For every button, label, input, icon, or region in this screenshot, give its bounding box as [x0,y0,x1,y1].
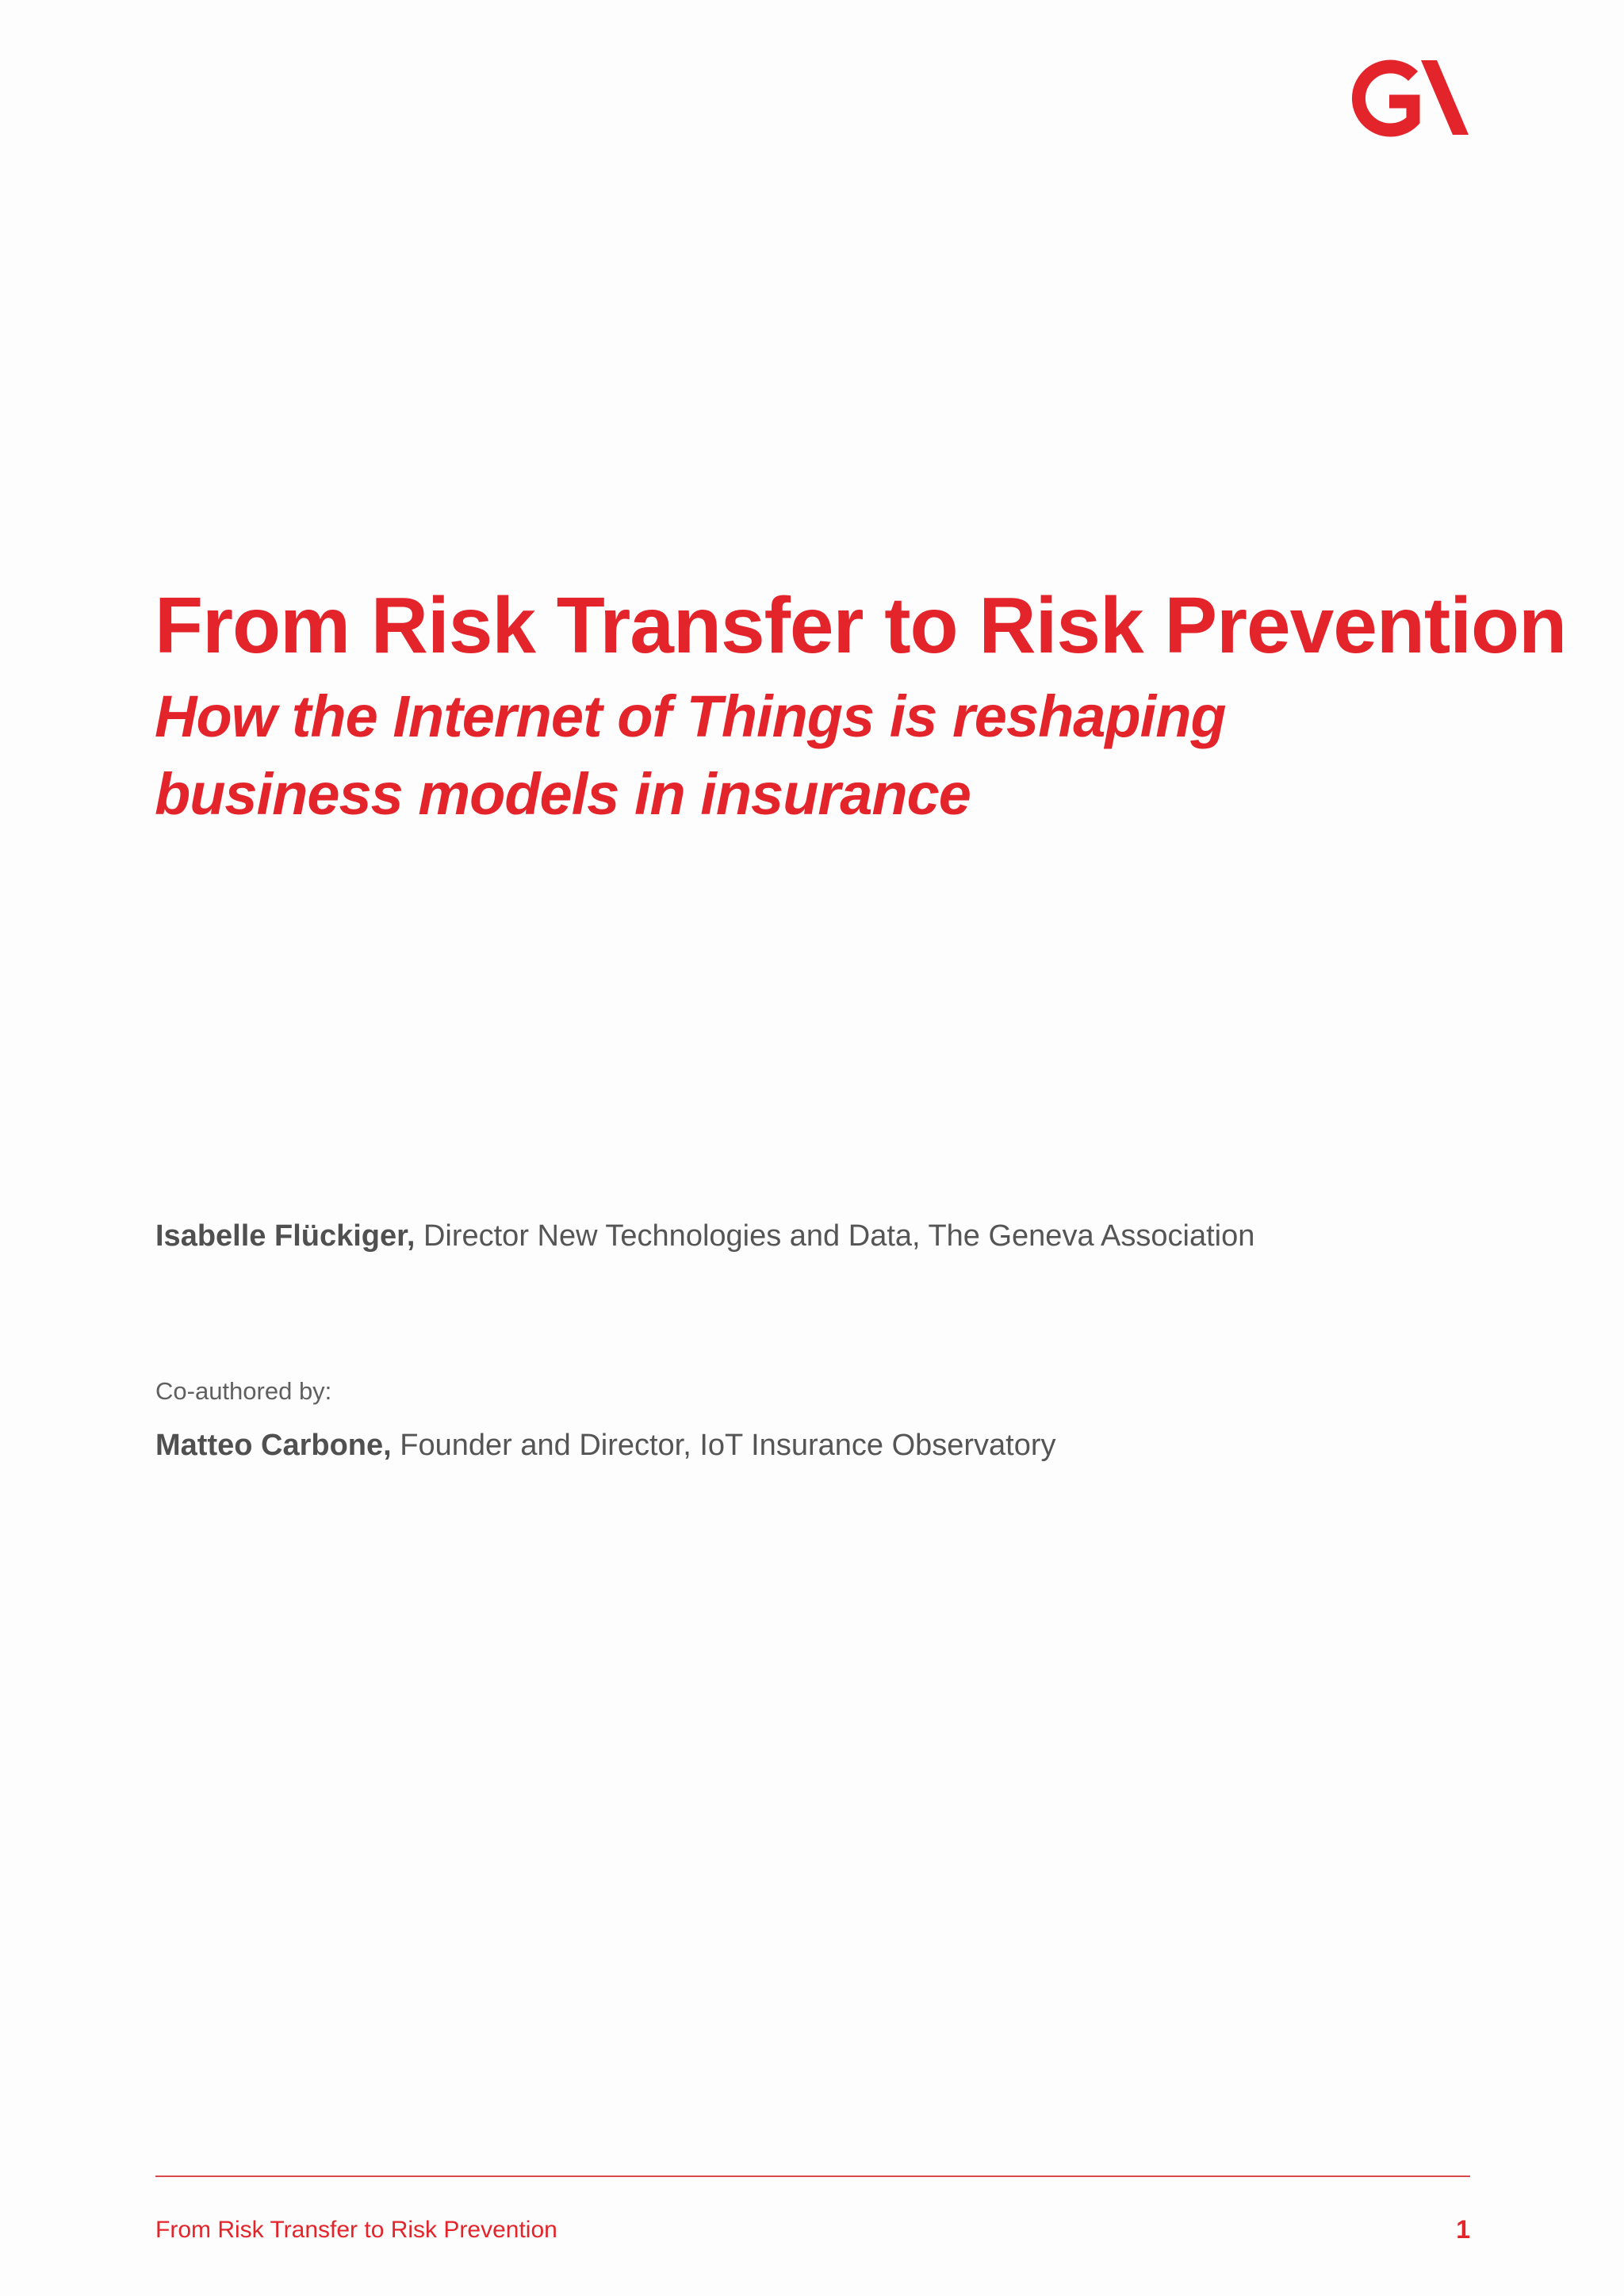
document-subtitle [155,678,1344,833]
subtitle-line-1: How the Internet of Things is reshaping [155,683,1226,749]
subtitle-line-2: business models in insurance [155,761,971,827]
geneva-association-logo [1340,55,1472,140]
coauthor-role: Founder and Director, IoT Insurance Observatory [391,1429,1056,1462]
page-number: 1 [1456,2215,1470,2244]
footer-title: From Risk Transfer to Risk Prevention [155,2217,557,2243]
coauthored-label: Co-authored by: [155,1377,332,1405]
coauthor-line [155,1429,1056,1463]
author-role: Director New Technologies and Data, The Geneva Association [415,1219,1255,1253]
author-line [155,1219,1254,1253]
coauthor-name: Matteo Carbone, [155,1429,392,1462]
footer-divider [155,2175,1470,2177]
document-title: From Risk Transfer to Risk Prevention [155,581,1567,670]
author-name: Isabelle Flückiger, [155,1219,416,1253]
